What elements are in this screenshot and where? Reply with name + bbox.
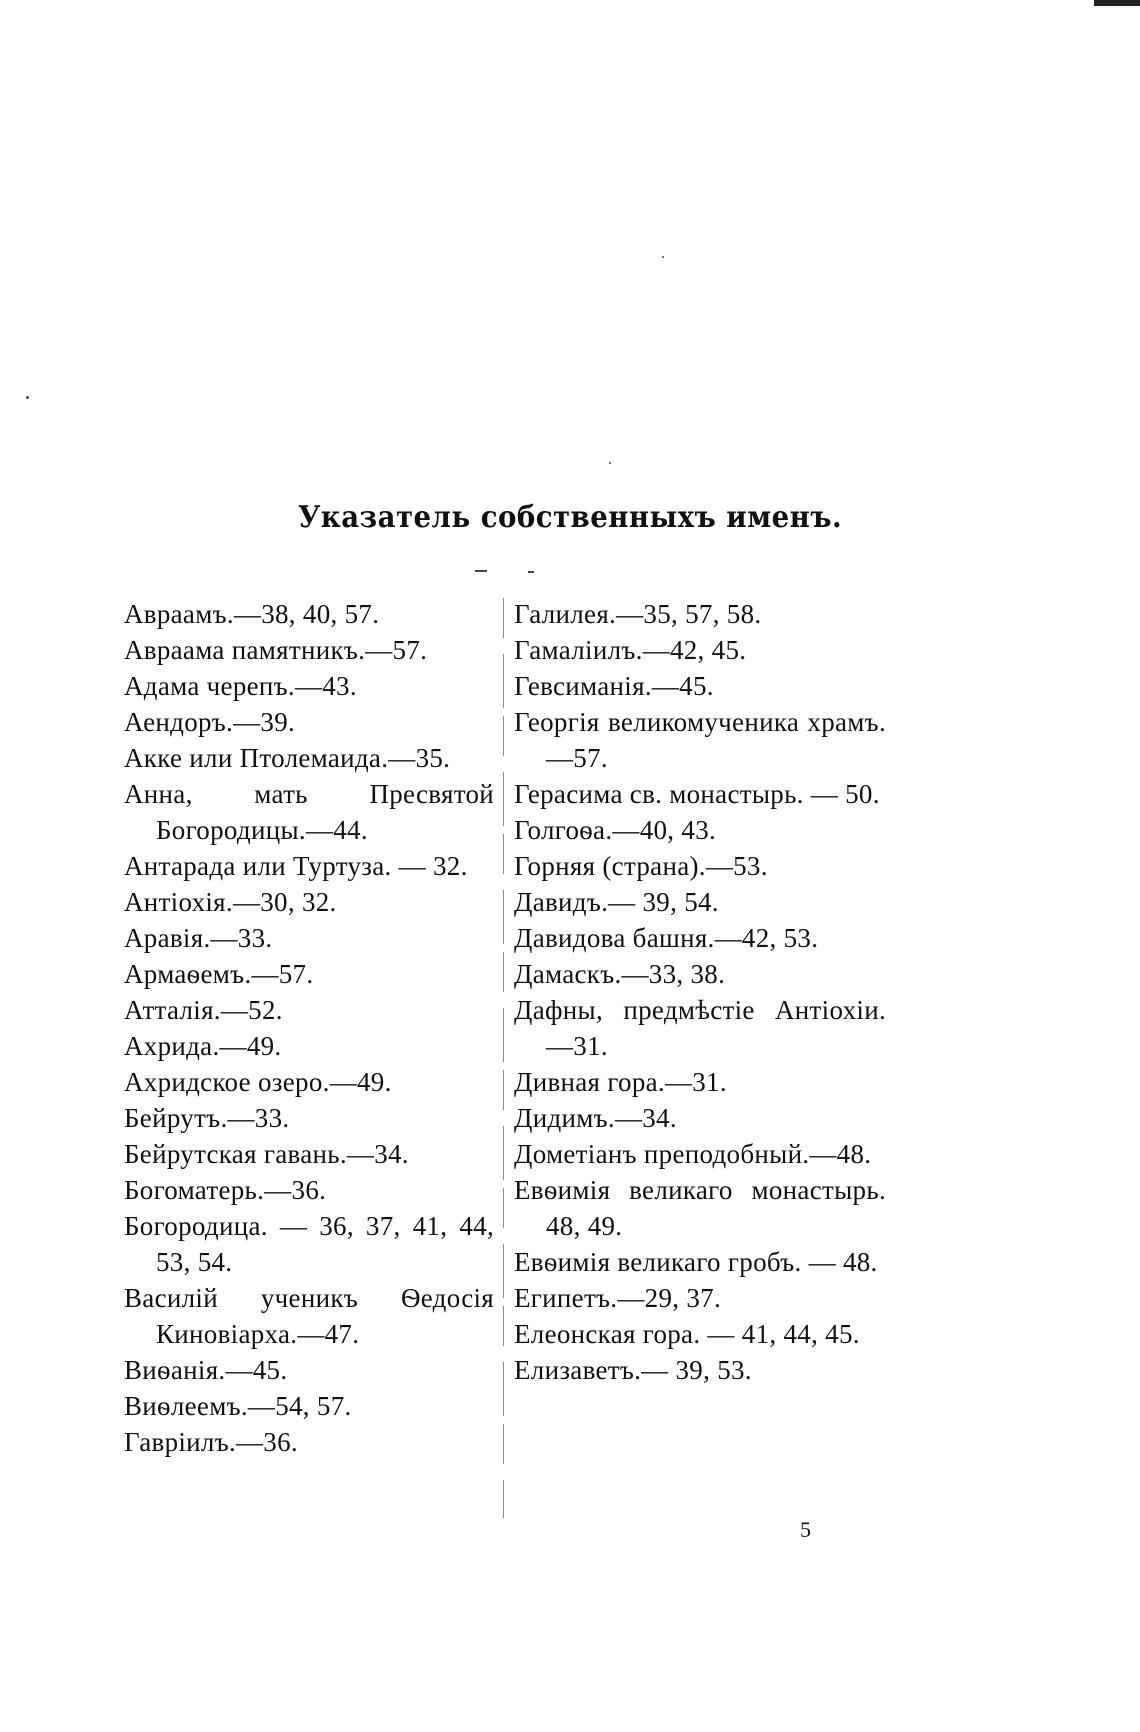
index-entry: Богоматерь.—36. <box>124 1175 327 1205</box>
index-entry: Елизаветъ.— 39, 53. <box>514 1355 752 1385</box>
index-entry: Авраама памятникъ.—57. <box>124 635 428 665</box>
index-entry: Ахрида.—49. <box>124 1031 282 1061</box>
index-entry: Гавріилъ.—36. <box>124 1427 298 1457</box>
index-entry: Евѳимія великаго монастырь. 48, 49. <box>514 1175 886 1241</box>
index-entry: Атталія.—52. <box>124 995 283 1025</box>
index-entry: Давидъ.— 39, 54. <box>514 887 719 917</box>
index-entry: Дивная гора.—31. <box>514 1067 727 1097</box>
index-entry: Дометіанъ преподобный.—48. <box>514 1139 872 1169</box>
scan-speck <box>26 396 29 399</box>
index-entry: Аендоръ.—39. <box>124 707 296 737</box>
index-entry: Анна, мать Пресвятой Богородицы.—44. <box>124 779 494 845</box>
index-entry: Акке или Птолемаида.—35. <box>124 743 451 773</box>
index-entry: Антіохія.—30, 32. <box>124 887 337 917</box>
index-column-left <box>124 596 494 1460</box>
scan-dash <box>528 571 534 573</box>
index-entry: Дидимъ.—34. <box>514 1103 677 1133</box>
index-entry: Горняя (страна).—53. <box>514 851 768 881</box>
index-entry: Голгоѳа.—40, 43. <box>514 815 717 845</box>
index-entry: Василій ученикъ Ѳедосія Киновіарха.—47. <box>124 1283 494 1349</box>
scan-speck <box>609 462 611 464</box>
index-entry: Виѳлеемъ.—54, 57. <box>124 1391 352 1421</box>
index-entry: Ахридское озеро.—49. <box>124 1067 392 1097</box>
index-entry: Аравія.—33. <box>124 923 273 953</box>
index-entry: Богородица. — 36, 37, 41, 44, 53, 54. <box>124 1211 494 1277</box>
index-entry: Гамаліилъ.—42, 45. <box>514 635 747 665</box>
index-entry: Бейрутская гавань.—34. <box>124 1139 409 1169</box>
column-divider <box>503 598 504 1518</box>
index-entry: Галилея.—35, 57, 58. <box>514 599 762 629</box>
index-entry: Евѳимія великаго гробъ. — 48. <box>514 1247 878 1277</box>
index-entry: Армаѳемъ.—57. <box>124 959 314 989</box>
index-entry: Герасима св. монастырь. — 50. <box>514 779 880 809</box>
index-entry: Виѳанія.—45. <box>124 1355 288 1385</box>
index-entry: Адама черепъ.—43. <box>124 671 357 701</box>
index-entry: Елеонская гора. — 41, 44, 45. <box>514 1319 860 1349</box>
index-entry: Египетъ.—29, 37. <box>514 1283 722 1313</box>
index-entry: Георгія великомученика храмъ.—57. <box>514 707 886 773</box>
page-title: Указатель собственныхъ именъ. <box>297 500 843 535</box>
index-entry: Давидова башня.—42, 53. <box>514 923 819 953</box>
scan-corner-mark <box>1094 0 1140 6</box>
index-entry: Бейрутъ.—33. <box>124 1103 290 1133</box>
page-number: 5 <box>800 1517 811 1542</box>
index-entry: Дамаскъ.—33, 38. <box>514 959 726 989</box>
index-entry: Антарада или Туртуза. — 32. <box>124 851 468 881</box>
index-entry: Гевсиманія.—45. <box>514 671 714 701</box>
index-entry: Дафны, предмѣстіе Антіохіи.—31. <box>514 995 886 1061</box>
index-column-right <box>514 596 886 1388</box>
scan-dash <box>475 570 487 572</box>
index-entry: Авраамъ.—38, 40, 57. <box>124 599 380 629</box>
scan-speck <box>662 256 664 258</box>
